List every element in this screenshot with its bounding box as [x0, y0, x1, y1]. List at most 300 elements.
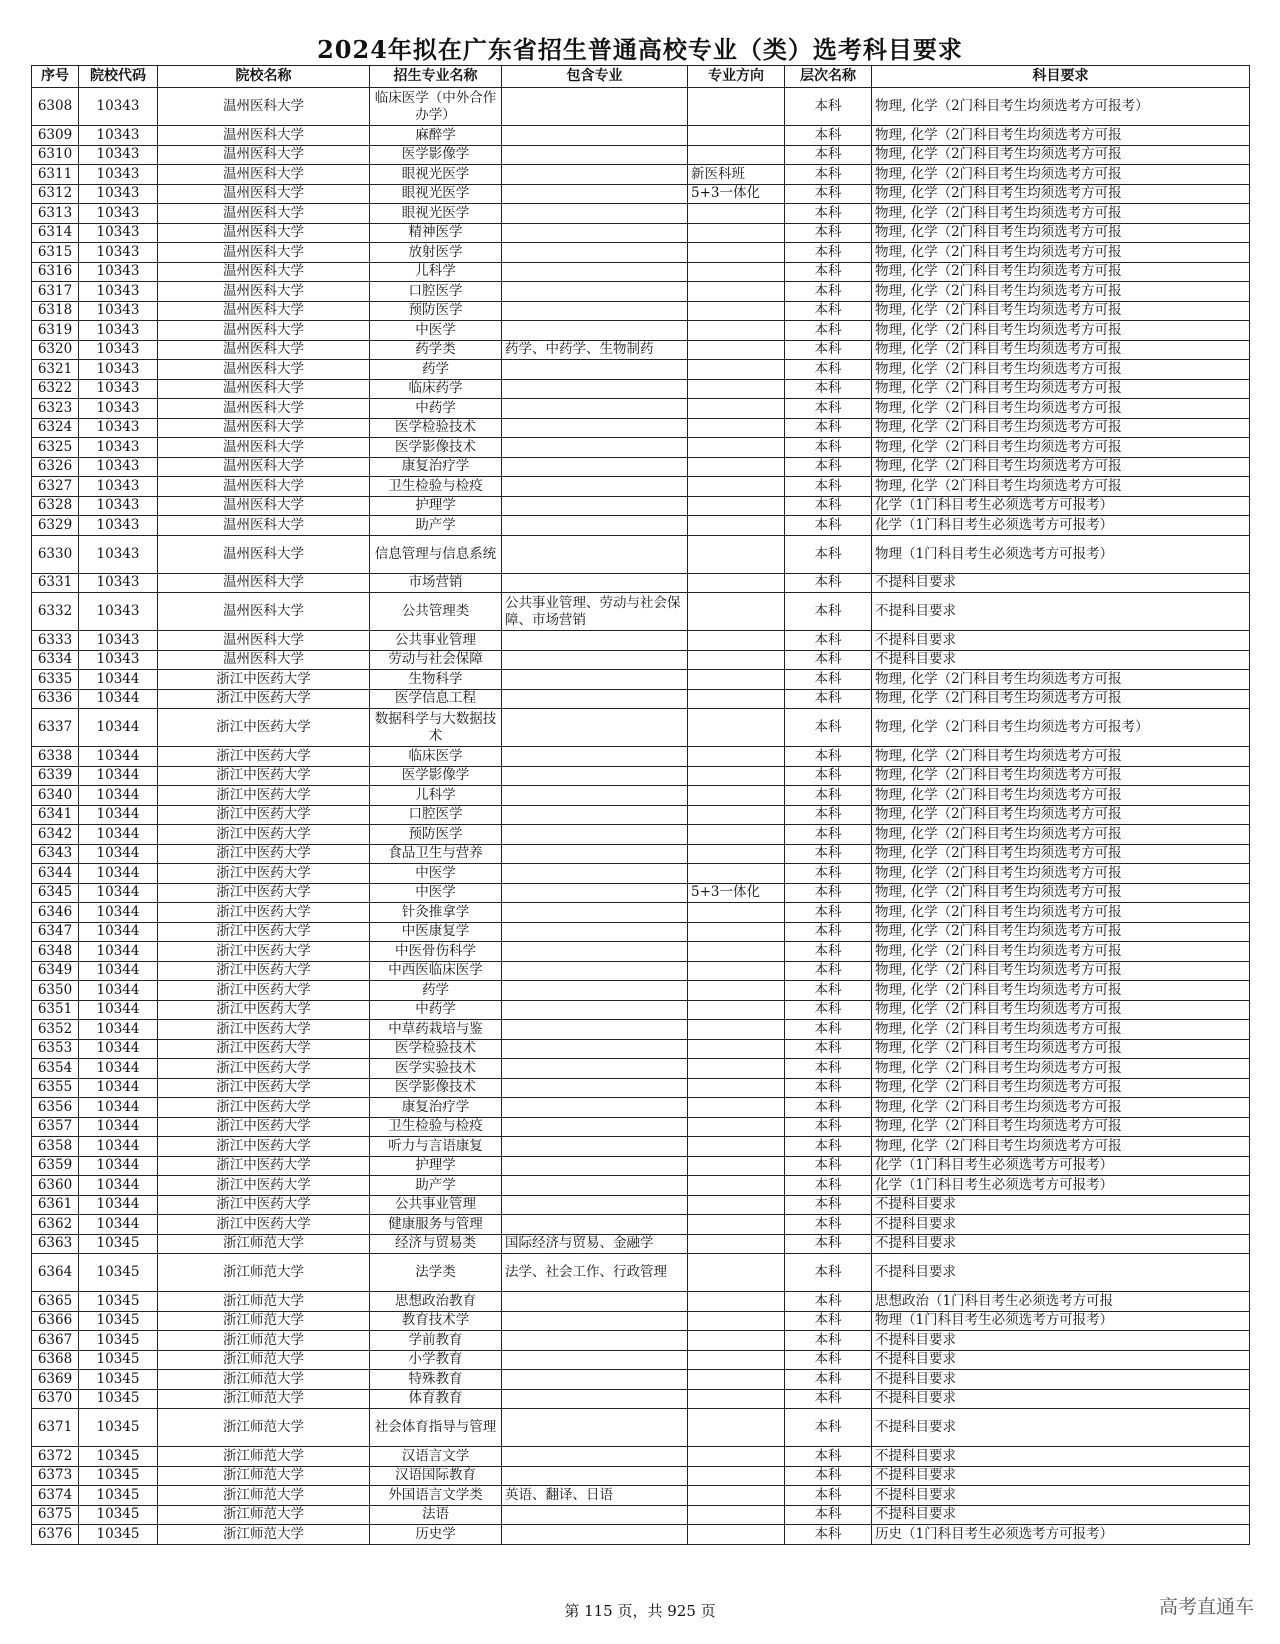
- cell-school-name: 浙江师范大学: [158, 1350, 370, 1370]
- cell-direction: [688, 1176, 785, 1196]
- cell-level: 本科: [785, 1000, 872, 1020]
- cell-included-majors: [502, 145, 688, 165]
- header-school-code: 院校代码: [79, 66, 158, 88]
- cell-school-name: 温州医科大学: [158, 126, 370, 146]
- cell-serial: 6321: [32, 360, 79, 380]
- cell-direction: [688, 496, 785, 516]
- cell-included-majors: [502, 126, 688, 146]
- cell-school-code: 10343: [79, 184, 158, 204]
- cell-school-name: 浙江师范大学: [158, 1254, 370, 1292]
- cell-major-name: 助产学: [370, 1176, 502, 1196]
- cell-level: 本科: [785, 903, 872, 923]
- cell-school-code: 10343: [79, 379, 158, 399]
- cell-subject-requirement: 不提科目要求: [872, 1466, 1250, 1486]
- cell-school-name: 温州医科大学: [158, 631, 370, 651]
- table-row: [32, 825, 1250, 845]
- cell-school-code: 10345: [79, 1389, 158, 1409]
- cell-subject-requirement: 不提科目要求: [872, 1370, 1250, 1390]
- cell-subject-requirement: 历史（1门科目考生必须选考方可报考）: [872, 1525, 1250, 1545]
- cell-direction: [688, 844, 785, 864]
- cell-direction: [688, 1447, 785, 1467]
- table-row: [32, 844, 1250, 864]
- cell-major-name: 医学实验技术: [370, 1059, 502, 1079]
- cell-serial: 6336: [32, 689, 79, 709]
- table-row: [32, 766, 1250, 786]
- cell-major-name: 小学教育: [370, 1350, 502, 1370]
- cell-major-name: 中医学: [370, 883, 502, 903]
- cell-serial: 6364: [32, 1254, 79, 1292]
- cell-level: 本科: [785, 1098, 872, 1118]
- table-row: [32, 961, 1250, 981]
- cell-direction: [688, 282, 785, 302]
- cell-direction: [688, 961, 785, 981]
- cell-school-code: 10345: [79, 1331, 158, 1351]
- table-row: [32, 709, 1250, 747]
- cell-major-name: 预防医学: [370, 301, 502, 321]
- cell-included-majors: [502, 262, 688, 282]
- cell-level: 本科: [785, 1331, 872, 1351]
- cell-major-name: 精神医学: [370, 223, 502, 243]
- cell-serial: 6326: [32, 457, 79, 477]
- cell-subject-requirement: 物理, 化学（2门科目考生均须选考方可报: [872, 165, 1250, 185]
- cell-school-code: 10343: [79, 516, 158, 536]
- cell-direction: [688, 1098, 785, 1118]
- cell-school-code: 10344: [79, 805, 158, 825]
- cell-school-code: 10344: [79, 1078, 158, 1098]
- cell-major-name: 药学: [370, 981, 502, 1001]
- cell-school-name: 温州医科大学: [158, 145, 370, 165]
- cell-school-name: 温州医科大学: [158, 516, 370, 536]
- cell-direction: [688, 1292, 785, 1312]
- cell-serial: 6350: [32, 981, 79, 1001]
- cell-level: 本科: [785, 282, 872, 302]
- cell-school-name: 浙江师范大学: [158, 1447, 370, 1467]
- cell-school-code: 10343: [79, 650, 158, 670]
- cell-level: 本科: [785, 223, 872, 243]
- cell-included-majors: [502, 1350, 688, 1370]
- cell-school-name: 浙江中医药大学: [158, 1078, 370, 1098]
- cell-school-code: 10344: [79, 903, 158, 923]
- cell-included-majors: [502, 1311, 688, 1331]
- cell-school-name: 温州医科大学: [158, 379, 370, 399]
- table-row: [32, 1000, 1250, 1020]
- table-row: [32, 457, 1250, 477]
- cell-school-code: 10343: [79, 223, 158, 243]
- cell-subject-requirement: 物理, 化学（2门科目考生均须选考方可报: [872, 477, 1250, 497]
- cell-major-name: 健康服务与管理: [370, 1215, 502, 1235]
- table-row: [32, 593, 1250, 631]
- cell-level: 本科: [785, 1039, 872, 1059]
- cell-school-code: 10345: [79, 1370, 158, 1390]
- cell-school-name: 浙江中医药大学: [158, 883, 370, 903]
- cell-included-majors: [502, 1195, 688, 1215]
- table-row: [32, 243, 1250, 263]
- cell-included-majors: [502, 223, 688, 243]
- cell-major-name: 中医骨伤科学: [370, 942, 502, 962]
- cell-school-code: 10344: [79, 709, 158, 747]
- table-row: [32, 786, 1250, 806]
- cell-school-name: 浙江中医药大学: [158, 864, 370, 884]
- cell-subject-requirement: 化学（1门科目考生必须选考方可报考）: [872, 496, 1250, 516]
- cell-direction: 5+3一体化: [688, 883, 785, 903]
- cell-direction: [688, 535, 785, 573]
- cell-level: 本科: [785, 360, 872, 380]
- cell-direction: [688, 1137, 785, 1157]
- cell-subject-requirement: 物理, 化学（2门科目考生均须选考方可报: [872, 1039, 1250, 1059]
- cell-serial: 6309: [32, 126, 79, 146]
- cell-subject-requirement: 不提科目要求: [872, 1447, 1250, 1467]
- cell-serial: 6353: [32, 1039, 79, 1059]
- cell-direction: [688, 922, 785, 942]
- cell-school-name: 浙江中医药大学: [158, 1098, 370, 1118]
- cell-school-name: 浙江中医药大学: [158, 1195, 370, 1215]
- table-row: [32, 1156, 1250, 1176]
- cell-school-name: 浙江师范大学: [158, 1525, 370, 1545]
- cell-major-name: 口腔医学: [370, 805, 502, 825]
- cell-level: 本科: [785, 1292, 872, 1312]
- cell-level: 本科: [785, 747, 872, 767]
- cell-major-name: 听力与言语康复: [370, 1137, 502, 1157]
- cell-school-code: 10344: [79, 786, 158, 806]
- cell-direction: [688, 1331, 785, 1351]
- cell-direction: [688, 786, 785, 806]
- cell-direction: [688, 650, 785, 670]
- cell-subject-requirement: 物理, 化学（2门科目考生均须选考方可报: [872, 438, 1250, 458]
- cell-subject-requirement: 物理, 化学（2门科目考生均须选考方可报: [872, 961, 1250, 981]
- cell-school-code: 10344: [79, 1176, 158, 1196]
- cell-included-majors: [502, 903, 688, 923]
- cell-subject-requirement: 物理, 化学（2门科目考生均须选考方可报: [872, 243, 1250, 263]
- table-row: [32, 864, 1250, 884]
- cell-included-majors: [502, 399, 688, 419]
- cell-subject-requirement: 化学（1门科目考生必须选考方可报考）: [872, 1176, 1250, 1196]
- cell-school-name: 温州医科大学: [158, 438, 370, 458]
- cell-major-name: 社会体育指导与管理: [370, 1409, 502, 1447]
- table-row: [32, 573, 1250, 593]
- cell-school-name: 温州医科大学: [158, 457, 370, 477]
- cell-serial: 6343: [32, 844, 79, 864]
- cell-subject-requirement: 物理, 化学（2门科目考生均须选考方可报: [872, 1078, 1250, 1098]
- cell-direction: [688, 1505, 785, 1525]
- cell-school-name: 浙江师范大学: [158, 1234, 370, 1254]
- cell-level: 本科: [785, 650, 872, 670]
- cell-school-name: 温州医科大学: [158, 184, 370, 204]
- cell-level: 本科: [785, 535, 872, 573]
- cell-school-name: 浙江中医药大学: [158, 1039, 370, 1059]
- cell-school-code: 10344: [79, 1039, 158, 1059]
- header-level: 层次名称: [785, 66, 872, 88]
- cell-major-name: 思想政治教育: [370, 1292, 502, 1312]
- cell-level: 本科: [785, 204, 872, 224]
- cell-major-name: 卫生检验与检疫: [370, 477, 502, 497]
- cell-major-name: 医学信息工程: [370, 689, 502, 709]
- cell-serial: 6355: [32, 1078, 79, 1098]
- table-row: [32, 262, 1250, 282]
- cell-major-name: 麻醉学: [370, 126, 502, 146]
- cell-major-name: 护理学: [370, 496, 502, 516]
- cell-subject-requirement: 物理, 化学（2门科目考生均须选考方可报: [872, 223, 1250, 243]
- table-row: [32, 1117, 1250, 1137]
- requirements-table: [31, 65, 1250, 1545]
- cell-level: 本科: [785, 1466, 872, 1486]
- cell-serial: 6375: [32, 1505, 79, 1525]
- cell-serial: 6330: [32, 535, 79, 573]
- cell-included-majors: [502, 88, 688, 126]
- cell-serial: 6361: [32, 1195, 79, 1215]
- cell-serial: 6352: [32, 1020, 79, 1040]
- cell-included-majors: [502, 1156, 688, 1176]
- cell-level: 本科: [785, 1370, 872, 1390]
- cell-subject-requirement: 不提科目要求: [872, 1234, 1250, 1254]
- cell-level: 本科: [785, 670, 872, 690]
- cell-included-majors: [502, 1505, 688, 1525]
- cell-included-majors: [502, 1078, 688, 1098]
- cell-serial: 6349: [32, 961, 79, 981]
- cell-major-name: 药学类: [370, 340, 502, 360]
- cell-major-name: 中西医临床医学: [370, 961, 502, 981]
- cell-school-code: 10344: [79, 942, 158, 962]
- cell-serial: 6351: [32, 1000, 79, 1020]
- cell-school-name: 浙江中医药大学: [158, 747, 370, 767]
- cell-direction: 新医科班: [688, 165, 785, 185]
- cell-subject-requirement: 物理, 化学（2门科目考生均须选考方可报: [872, 1137, 1250, 1157]
- cell-major-name: 医学影像学: [370, 145, 502, 165]
- cell-included-majors: 英语、翻译、日语: [502, 1486, 688, 1506]
- cell-direction: [688, 1389, 785, 1409]
- cell-included-majors: [502, 1447, 688, 1467]
- cell-serial: 6357: [32, 1117, 79, 1137]
- cell-serial: 6320: [32, 340, 79, 360]
- cell-subject-requirement: 物理, 化学（2门科目考生均须选考方可报: [872, 747, 1250, 767]
- cell-direction: [688, 670, 785, 690]
- cell-direction: [688, 805, 785, 825]
- cell-direction: [688, 418, 785, 438]
- cell-serial: 6365: [32, 1292, 79, 1312]
- cell-school-code: 10343: [79, 593, 158, 631]
- cell-subject-requirement: 物理, 化学（2门科目考生均须选考方可报: [872, 844, 1250, 864]
- cell-school-name: 浙江中医药大学: [158, 825, 370, 845]
- cell-direction: [688, 1350, 785, 1370]
- cell-serial: 6310: [32, 145, 79, 165]
- cell-major-name: 中草药栽培与鉴: [370, 1020, 502, 1040]
- cell-school-code: 10344: [79, 689, 158, 709]
- cell-direction: [688, 457, 785, 477]
- cell-subject-requirement: 物理, 化学（2门科目考生均须选考方可报: [872, 399, 1250, 419]
- cell-school-name: 浙江中医药大学: [158, 1156, 370, 1176]
- cell-major-name: 中医康复学: [370, 922, 502, 942]
- cell-subject-requirement: 不提科目要求: [872, 1350, 1250, 1370]
- cell-school-name: 浙江中医药大学: [158, 1059, 370, 1079]
- cell-major-name: 教育技术学: [370, 1311, 502, 1331]
- cell-serial: 6366: [32, 1311, 79, 1331]
- cell-school-code: 10344: [79, 883, 158, 903]
- table-row: [32, 689, 1250, 709]
- cell-serial: 6363: [32, 1234, 79, 1254]
- cell-subject-requirement: 物理, 化学（2门科目考生均须选考方可报: [872, 883, 1250, 903]
- cell-serial: 6372: [32, 1447, 79, 1467]
- cell-school-code: 10344: [79, 1215, 158, 1235]
- cell-included-majors: [502, 573, 688, 593]
- cell-major-name: 针灸推拿学: [370, 903, 502, 923]
- cell-subject-requirement: 不提科目要求: [872, 1195, 1250, 1215]
- cell-school-name: 浙江中医药大学: [158, 903, 370, 923]
- cell-direction: [688, 360, 785, 380]
- cell-included-majors: [502, 883, 688, 903]
- cell-included-majors: [502, 360, 688, 380]
- cell-major-name: 公共事业管理: [370, 1195, 502, 1215]
- cell-included-majors: [502, 650, 688, 670]
- cell-level: 本科: [785, 631, 872, 651]
- cell-included-majors: [502, 535, 688, 573]
- cell-level: 本科: [785, 418, 872, 438]
- cell-school-name: 浙江中医药大学: [158, 766, 370, 786]
- table-row: [32, 321, 1250, 341]
- cell-serial: 6314: [32, 223, 79, 243]
- cell-subject-requirement: 不提科目要求: [872, 573, 1250, 593]
- cell-school-name: 浙江师范大学: [158, 1331, 370, 1351]
- cell-school-code: 10344: [79, 1156, 158, 1176]
- cell-level: 本科: [785, 709, 872, 747]
- table-row: [32, 650, 1250, 670]
- cell-level: 本科: [785, 1505, 872, 1525]
- cell-included-majors: 公共事业管理、劳动与社会保障、市场营销: [502, 593, 688, 631]
- cell-school-name: 温州医科大学: [158, 340, 370, 360]
- cell-major-name: 预防医学: [370, 825, 502, 845]
- cell-included-majors: [502, 922, 688, 942]
- cell-major-name: 医学检验技术: [370, 1039, 502, 1059]
- cell-level: 本科: [785, 1117, 872, 1137]
- cell-school-code: 10343: [79, 340, 158, 360]
- cell-school-code: 10344: [79, 961, 158, 981]
- table-row: [32, 1466, 1250, 1486]
- cell-school-code: 10343: [79, 573, 158, 593]
- cell-direction: [688, 262, 785, 282]
- cell-included-majors: [502, 709, 688, 747]
- cell-school-name: 浙江师范大学: [158, 1409, 370, 1447]
- cell-level: 本科: [785, 844, 872, 864]
- page-title: 2024年拟在广东省招生普通高校专业（类）选考科目要求: [317, 35, 963, 64]
- cell-major-name: 医学影像技术: [370, 438, 502, 458]
- table-row: [32, 805, 1250, 825]
- table-row: [32, 360, 1250, 380]
- cell-level: 本科: [785, 496, 872, 516]
- header-major-name: 招生专业名称: [370, 66, 502, 88]
- cell-subject-requirement: 物理, 化学（2门科目考生均须选考方可报: [872, 689, 1250, 709]
- cell-serial: 6318: [32, 301, 79, 321]
- cell-school-name: 浙江中医药大学: [158, 922, 370, 942]
- cell-school-name: 浙江中医药大学: [158, 844, 370, 864]
- table-row: [32, 1409, 1250, 1447]
- cell-included-majors: [502, 1409, 688, 1447]
- cell-serial: 6338: [32, 747, 79, 767]
- cell-serial: 6342: [32, 825, 79, 845]
- cell-level: 本科: [785, 1254, 872, 1292]
- cell-included-majors: [502, 379, 688, 399]
- cell-school-code: 10343: [79, 243, 158, 263]
- cell-serial: 6324: [32, 418, 79, 438]
- cell-subject-requirement: 物理, 化学（2门科目考生均须选考方可报: [872, 864, 1250, 884]
- table-row: [32, 1039, 1250, 1059]
- cell-included-majors: [502, 204, 688, 224]
- cell-school-code: 10344: [79, 1098, 158, 1118]
- cell-serial: 6356: [32, 1098, 79, 1118]
- cell-direction: [688, 1254, 785, 1292]
- cell-serial: 6319: [32, 321, 79, 341]
- cell-subject-requirement: 化学（1门科目考生必须选考方可报考）: [872, 1156, 1250, 1176]
- cell-included-majors: [502, 477, 688, 497]
- cell-school-code: 10345: [79, 1486, 158, 1506]
- cell-major-name: 眼视光医学: [370, 184, 502, 204]
- table-body: [32, 88, 1250, 1545]
- cell-school-name: 浙江师范大学: [158, 1370, 370, 1390]
- table-row: [32, 516, 1250, 536]
- table-row: [32, 1059, 1250, 1079]
- cell-serial: 6315: [32, 243, 79, 263]
- cell-level: 本科: [785, 942, 872, 962]
- cell-serial: 6360: [32, 1176, 79, 1196]
- cell-major-name: 体育教育: [370, 1389, 502, 1409]
- table-row: [32, 883, 1250, 903]
- table-row: [32, 88, 1250, 126]
- table-row: [32, 1389, 1250, 1409]
- cell-direction: [688, 204, 785, 224]
- table-row: [32, 126, 1250, 146]
- cell-school-code: 10343: [79, 360, 158, 380]
- cell-major-name: 护理学: [370, 1156, 502, 1176]
- cell-school-name: 温州医科大学: [158, 535, 370, 573]
- cell-serial: 6335: [32, 670, 79, 690]
- cell-subject-requirement: 物理, 化学（2门科目考生均须选考方可报: [872, 301, 1250, 321]
- cell-major-name: 公共事业管理: [370, 631, 502, 651]
- cell-direction: [688, 1156, 785, 1176]
- cell-serial: 6322: [32, 379, 79, 399]
- cell-direction: [688, 1466, 785, 1486]
- table-row: [32, 1525, 1250, 1545]
- cell-included-majors: [502, 301, 688, 321]
- cell-school-code: 10343: [79, 496, 158, 516]
- cell-direction: [688, 1020, 785, 1040]
- cell-serial: 6333: [32, 631, 79, 651]
- cell-major-name: 儿科学: [370, 786, 502, 806]
- cell-major-name: 生物科学: [370, 670, 502, 690]
- cell-included-majors: [502, 805, 688, 825]
- cell-direction: [688, 379, 785, 399]
- cell-direction: [688, 1370, 785, 1390]
- table-row: [32, 1176, 1250, 1196]
- cell-school-code: 10345: [79, 1466, 158, 1486]
- cell-level: 本科: [785, 1447, 872, 1467]
- table-row: [32, 438, 1250, 458]
- cell-school-name: 温州医科大学: [158, 399, 370, 419]
- cell-school-code: 10343: [79, 321, 158, 341]
- cell-subject-requirement: 物理, 化学（2门科目考生均须选考方可报: [872, 126, 1250, 146]
- cell-direction: [688, 631, 785, 651]
- cell-serial: 6329: [32, 516, 79, 536]
- cell-school-code: 10345: [79, 1409, 158, 1447]
- table-row: [32, 1486, 1250, 1506]
- cell-serial: 6362: [32, 1215, 79, 1235]
- cell-level: 本科: [785, 1350, 872, 1370]
- table-row: [32, 1195, 1250, 1215]
- cell-major-name: 法学类: [370, 1254, 502, 1292]
- cell-major-name: 信息管理与信息系统: [370, 535, 502, 573]
- table-row: [32, 535, 1250, 573]
- cell-included-majors: [502, 1176, 688, 1196]
- table-row: [32, 477, 1250, 497]
- cell-included-majors: [502, 438, 688, 458]
- table-row: [32, 1311, 1250, 1331]
- cell-level: 本科: [785, 689, 872, 709]
